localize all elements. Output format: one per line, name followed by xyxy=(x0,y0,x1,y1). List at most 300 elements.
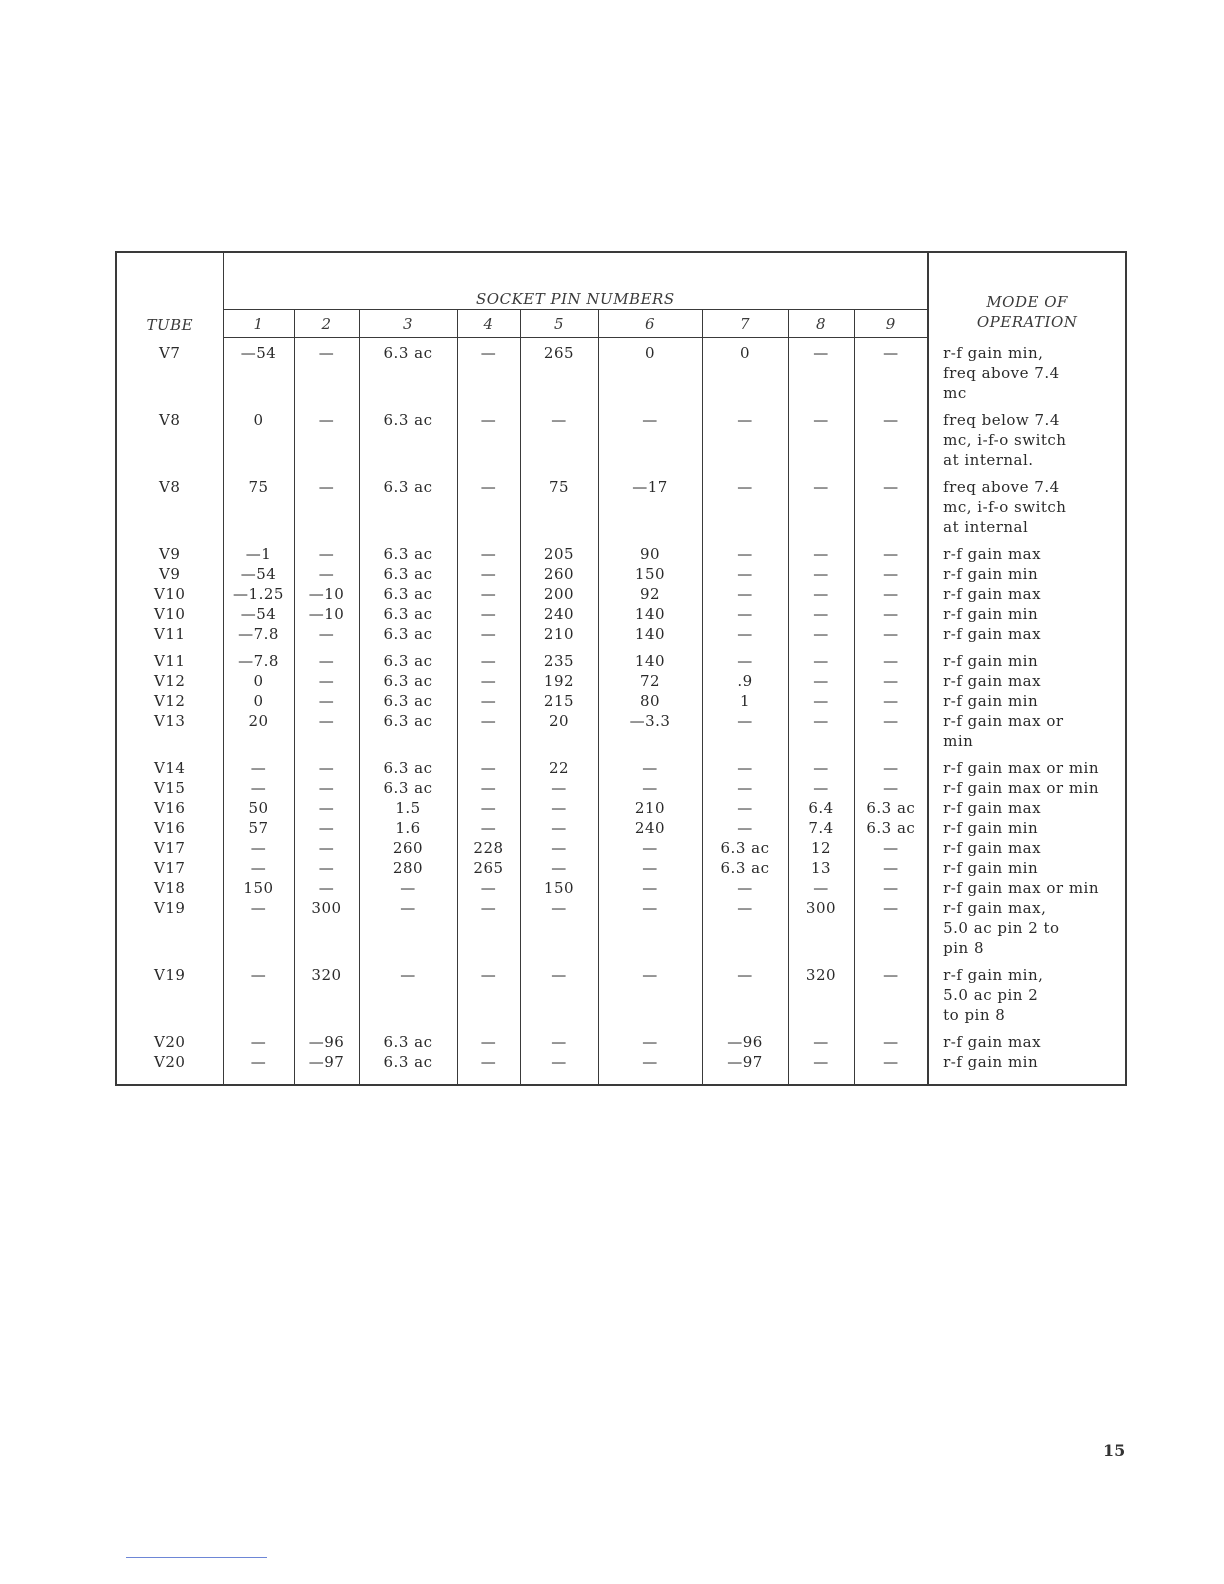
pin-9-cell: — xyxy=(854,477,928,537)
pin-7-cell: .9 xyxy=(702,671,788,691)
pin-1-cell: 50 xyxy=(223,798,294,818)
table-row xyxy=(116,965,1126,1025)
pin-6-cell: — xyxy=(598,778,702,798)
spacer-cell xyxy=(928,470,1126,477)
table-row xyxy=(116,477,1126,537)
pin-4-cell: — xyxy=(457,338,520,403)
pin-9-cell: — xyxy=(854,858,928,878)
mode-cell xyxy=(928,604,1126,624)
spacer-cell xyxy=(788,958,854,965)
pin-8-cell: — xyxy=(788,338,854,403)
pin-6-cell: — xyxy=(598,410,702,470)
mode-cell xyxy=(928,651,1126,671)
pin-1-cell: 0 xyxy=(223,671,294,691)
pin-7-cell: — xyxy=(702,798,788,818)
mode-line: r-f gain min xyxy=(943,858,1039,877)
spacer-cell xyxy=(223,644,294,651)
spacer-cell xyxy=(359,644,457,651)
mode-line: pin 8 xyxy=(943,938,984,957)
spacer-cell xyxy=(854,751,928,758)
pin-2-cell: — xyxy=(294,798,359,818)
footer-rule xyxy=(126,1557,267,1558)
spacer-cell xyxy=(457,958,520,965)
mode-cell xyxy=(928,818,1126,838)
spacer-cell xyxy=(457,403,520,410)
pin-4-cell: — xyxy=(457,1052,520,1085)
table-body xyxy=(116,338,1126,1085)
pin-7-cell: — xyxy=(702,898,788,958)
pin-header-4: 4 xyxy=(457,310,520,338)
pin-8-cell: — xyxy=(788,878,854,898)
pin-9-cell: — xyxy=(854,584,928,604)
mode-line: mc, i-f-o switch xyxy=(943,430,1067,449)
mode-line: mc xyxy=(943,383,967,402)
mode-cell xyxy=(928,624,1126,644)
tube-cell: V16 xyxy=(116,798,223,818)
tube-cell: V20 xyxy=(116,1032,223,1052)
pin-6-cell: — xyxy=(598,878,702,898)
mode-line: r-f gain max xyxy=(943,1032,1042,1051)
pin-5-cell: — xyxy=(520,818,598,838)
pin-2-cell: — xyxy=(294,338,359,403)
pin-8-cell: — xyxy=(788,410,854,470)
mode-line: r-f gain max xyxy=(943,624,1042,643)
pin-6-cell: 80 xyxy=(598,691,702,711)
socket-voltage-table xyxy=(115,251,1127,1086)
tube-cell: V18 xyxy=(116,878,223,898)
spacer-cell xyxy=(520,751,598,758)
mode-line: mc, i-f-o switch xyxy=(943,497,1067,516)
pin-2-cell: 320 xyxy=(294,965,359,1025)
pin-8-cell: — xyxy=(788,624,854,644)
table-row xyxy=(116,838,1126,858)
pin-4-cell: — xyxy=(457,604,520,624)
mode-line: 5.0 ac pin 2 to xyxy=(943,918,1060,937)
pin-7-cell: — xyxy=(702,651,788,671)
mode-cell xyxy=(928,711,1126,751)
spacer-cell xyxy=(788,644,854,651)
pin-8-cell: — xyxy=(788,711,854,751)
pin-5-cell: 260 xyxy=(520,564,598,584)
pin-2-cell: — xyxy=(294,544,359,564)
tube-cell: V19 xyxy=(116,898,223,958)
mode-line: r-f gain min xyxy=(943,818,1039,837)
pin-5-cell: 75 xyxy=(520,477,598,537)
mode-line: freq above 7.4 xyxy=(943,363,1060,382)
table-row xyxy=(116,624,1126,644)
pin-1-cell: —54 xyxy=(223,338,294,403)
mode-cell xyxy=(928,965,1126,1025)
spacer-cell xyxy=(854,403,928,410)
mode-cell xyxy=(928,758,1126,778)
spacer-cell xyxy=(788,470,854,477)
tube-cell: V11 xyxy=(116,624,223,644)
pin-7-cell: — xyxy=(702,410,788,470)
pin-6-cell: — xyxy=(598,838,702,858)
pin-7-cell: — xyxy=(702,544,788,564)
pin-6-cell: — xyxy=(598,965,702,1025)
pin-1-cell: — xyxy=(223,898,294,958)
mode-line: r-f gain min xyxy=(943,651,1039,670)
mode-cell xyxy=(928,564,1126,584)
spacer-cell xyxy=(116,958,223,965)
pin-3-cell: 6.3 ac xyxy=(359,604,457,624)
pin-4-cell: — xyxy=(457,651,520,671)
pin-5-cell: 22 xyxy=(520,758,598,778)
pin-4-cell: — xyxy=(457,758,520,778)
mode-line: r-f gain min, xyxy=(943,965,1044,984)
pin-1-cell: —54 xyxy=(223,604,294,624)
mode-line: r-f gain min xyxy=(943,691,1039,710)
pin-3-cell: 6.3 ac xyxy=(359,671,457,691)
spacer-cell xyxy=(928,751,1126,758)
pin-header-7: 7 xyxy=(702,310,788,338)
pin-6-cell: — xyxy=(598,758,702,778)
pin-5-cell: 265 xyxy=(520,338,598,403)
pin-7-cell: — xyxy=(702,778,788,798)
pin-8-cell: 12 xyxy=(788,838,854,858)
mode-line: 5.0 ac pin 2 xyxy=(943,985,1039,1004)
table-row xyxy=(116,671,1126,691)
pin-2-cell: — xyxy=(294,838,359,858)
mode-cell xyxy=(928,691,1126,711)
pin-3-cell: — xyxy=(359,878,457,898)
mode-cell xyxy=(928,544,1126,564)
pin-1-cell: — xyxy=(223,778,294,798)
pin-1-cell: —7.8 xyxy=(223,651,294,671)
spacer-cell xyxy=(359,470,457,477)
tube-cell: V10 xyxy=(116,584,223,604)
pin-5-cell: — xyxy=(520,838,598,858)
pin-7-cell: 6.3 ac xyxy=(702,838,788,858)
mode-line: r-f gain max xyxy=(943,798,1042,817)
mode-cell xyxy=(928,838,1126,858)
pin-8-cell: 13 xyxy=(788,858,854,878)
table-row xyxy=(116,758,1126,778)
spacer-cell xyxy=(854,537,928,544)
mode-line: at internal. xyxy=(943,450,1034,469)
pin-2-cell: — xyxy=(294,878,359,898)
pin-4-cell: — xyxy=(457,671,520,691)
pin-1-cell: —1.25 xyxy=(223,584,294,604)
tube-cell: V7 xyxy=(116,338,223,403)
mode-line: min xyxy=(943,731,974,750)
pin-2-cell: —97 xyxy=(294,1052,359,1085)
spacer-cell xyxy=(294,958,359,965)
mode-cell xyxy=(928,898,1126,958)
pin-8-cell: 320 xyxy=(788,965,854,1025)
spacer-cell xyxy=(928,1025,1126,1032)
spacer-cell xyxy=(294,537,359,544)
tube-cell: V11 xyxy=(116,651,223,671)
spacer-cell xyxy=(223,403,294,410)
pin-9-cell: — xyxy=(854,671,928,691)
pin-9-cell: — xyxy=(854,711,928,751)
spacer-cell xyxy=(116,644,223,651)
pin-2-cell: 300 xyxy=(294,898,359,958)
pin-1-cell: — xyxy=(223,838,294,858)
spacer-cell xyxy=(223,1025,294,1032)
pin-2-cell: — xyxy=(294,691,359,711)
pin-1-cell: —54 xyxy=(223,564,294,584)
table-row xyxy=(116,564,1126,584)
pin-7-cell: — xyxy=(702,818,788,838)
pin-6-cell: 72 xyxy=(598,671,702,691)
pin-4-cell: — xyxy=(457,818,520,838)
pin-4-cell: — xyxy=(457,1032,520,1052)
voltage-table-container xyxy=(115,251,1125,1086)
pin-9-cell: — xyxy=(854,838,928,858)
table-header xyxy=(116,252,1126,338)
spacer-cell xyxy=(116,751,223,758)
tube-cell: V14 xyxy=(116,758,223,778)
pin-9-cell: — xyxy=(854,878,928,898)
spacer-cell xyxy=(598,1025,702,1032)
pin-4-cell: — xyxy=(457,544,520,564)
pin-2-cell: — xyxy=(294,564,359,584)
pin-2-cell: — xyxy=(294,778,359,798)
spacer-cell xyxy=(520,403,598,410)
spacer-cell xyxy=(702,537,788,544)
row-spacer xyxy=(116,958,1126,965)
pin-9-cell: — xyxy=(854,1032,928,1052)
pin-3-cell: 6.3 ac xyxy=(359,564,457,584)
spacer-cell xyxy=(598,403,702,410)
spacer-cell xyxy=(359,403,457,410)
pin-2-cell: — xyxy=(294,624,359,644)
mode-cell xyxy=(928,1052,1126,1085)
pin-3-cell: 6.3 ac xyxy=(359,410,457,470)
pin-7-cell: 1 xyxy=(702,691,788,711)
mode-line: r-f gain max, xyxy=(943,898,1047,917)
mode-cell xyxy=(928,671,1126,691)
mode-line: r-f gain max or xyxy=(943,711,1064,730)
spacer-cell xyxy=(788,403,854,410)
tube-cell: V17 xyxy=(116,838,223,858)
mode-header-line2: OPERATION xyxy=(976,312,1078,331)
mode-line: r-f gain max xyxy=(943,584,1042,603)
row-spacer xyxy=(116,751,1126,758)
pin-6-cell: 150 xyxy=(598,564,702,584)
spacer-cell xyxy=(788,537,854,544)
pin-9-cell: — xyxy=(854,898,928,958)
page-number: 15 xyxy=(1103,1441,1126,1460)
pin-8-cell: — xyxy=(788,584,854,604)
pin-9-cell: — xyxy=(854,624,928,644)
mode-line: r-f gain min xyxy=(943,604,1039,623)
mode-header-line1: MODE OF xyxy=(986,292,1068,311)
pin-3-cell: 6.3 ac xyxy=(359,1052,457,1085)
pin-9-cell: 6.3 ac xyxy=(854,818,928,838)
pin-8-cell: — xyxy=(788,758,854,778)
pin-8-cell: — xyxy=(788,477,854,537)
table-row xyxy=(116,584,1126,604)
pin-header-2: 2 xyxy=(294,310,359,338)
mode-cell xyxy=(928,778,1126,798)
spacer-cell xyxy=(457,1025,520,1032)
tube-cell: V8 xyxy=(116,410,223,470)
spacer-cell xyxy=(223,958,294,965)
pin-9-cell: — xyxy=(854,1052,928,1085)
pin-1-cell: — xyxy=(223,858,294,878)
pin-3-cell: 260 xyxy=(359,838,457,858)
spacer-cell xyxy=(457,751,520,758)
tube-cell: V9 xyxy=(116,544,223,564)
pin-6-cell: — xyxy=(598,1032,702,1052)
tube-cell: V10 xyxy=(116,604,223,624)
spacer-cell xyxy=(702,958,788,965)
pin-8-cell: — xyxy=(788,1032,854,1052)
pin-5-cell: 150 xyxy=(520,878,598,898)
pin-1-cell: — xyxy=(223,965,294,1025)
pin-9-cell: — xyxy=(854,651,928,671)
mode-cell xyxy=(928,878,1126,898)
pin-1-cell: 20 xyxy=(223,711,294,751)
table-row xyxy=(116,711,1126,751)
mode-line: to pin 8 xyxy=(943,1005,1006,1024)
row-spacer xyxy=(116,403,1126,410)
pin-4-cell: — xyxy=(457,965,520,1025)
pin-header-9: 9 xyxy=(854,310,928,338)
pin-3-cell: 6.3 ac xyxy=(359,624,457,644)
tube-cell: V16 xyxy=(116,818,223,838)
pin-5-cell: 215 xyxy=(520,691,598,711)
pin-3-cell: 1.5 xyxy=(359,798,457,818)
pin-6-cell: 240 xyxy=(598,818,702,838)
spacer-cell xyxy=(854,644,928,651)
pin-3-cell: 6.3 ac xyxy=(359,758,457,778)
tube-column-header: TUBE xyxy=(116,252,223,338)
pin-2-cell: — xyxy=(294,858,359,878)
pin-9-cell: — xyxy=(854,564,928,584)
pin-5-cell: 192 xyxy=(520,671,598,691)
pin-4-cell: — xyxy=(457,878,520,898)
spacer-cell xyxy=(457,537,520,544)
pin-5-cell: — xyxy=(520,410,598,470)
pin-8-cell: 6.4 xyxy=(788,798,854,818)
mode-cell xyxy=(928,858,1126,878)
pin-8-cell: — xyxy=(788,671,854,691)
spacer-cell xyxy=(116,537,223,544)
mode-cell xyxy=(928,410,1126,470)
pin-7-cell: —96 xyxy=(702,1032,788,1052)
pin-3-cell: 6.3 ac xyxy=(359,778,457,798)
mode-of-operation-header xyxy=(928,252,1126,338)
pin-5-cell: 235 xyxy=(520,651,598,671)
mode-line: r-f gain min xyxy=(943,1052,1039,1071)
spacer-cell xyxy=(223,537,294,544)
pin-2-cell: — xyxy=(294,477,359,537)
pin-1-cell: —1 xyxy=(223,544,294,564)
pin-3-cell: 6.3 ac xyxy=(359,544,457,564)
pin-3-cell: 1.6 xyxy=(359,818,457,838)
pin-1-cell: —7.8 xyxy=(223,624,294,644)
tube-cell: V20 xyxy=(116,1052,223,1085)
spacer-cell xyxy=(702,470,788,477)
spacer-cell xyxy=(294,751,359,758)
pin-9-cell: — xyxy=(854,544,928,564)
pin-7-cell: — xyxy=(702,965,788,1025)
pin-6-cell: — xyxy=(598,1052,702,1085)
tube-cell: V19 xyxy=(116,965,223,1025)
mode-line: r-f gain max xyxy=(943,544,1042,563)
pin-9-cell: — xyxy=(854,604,928,624)
spacer-cell xyxy=(294,403,359,410)
pin-6-cell: 210 xyxy=(598,798,702,818)
pin-3-cell: 6.3 ac xyxy=(359,651,457,671)
spacer-cell xyxy=(294,470,359,477)
spacer-cell xyxy=(598,644,702,651)
pin-6-cell: 140 xyxy=(598,651,702,671)
row-spacer xyxy=(116,1025,1126,1032)
pin-5-cell: — xyxy=(520,965,598,1025)
pin-5-cell: 200 xyxy=(520,584,598,604)
mode-line: r-f gain max or min xyxy=(943,758,1099,777)
socket-pin-numbers-header: SOCKET PIN NUMBERS xyxy=(223,252,928,310)
pin-9-cell: 6.3 ac xyxy=(854,798,928,818)
pin-3-cell: — xyxy=(359,965,457,1025)
pin-5-cell: — xyxy=(520,778,598,798)
table-row xyxy=(116,878,1126,898)
pin-8-cell: — xyxy=(788,604,854,624)
spacer-cell xyxy=(928,958,1126,965)
pin-3-cell: 6.3 ac xyxy=(359,691,457,711)
spacer-cell xyxy=(598,751,702,758)
mode-cell xyxy=(928,1032,1126,1052)
table-row xyxy=(116,651,1126,671)
pin-8-cell: 300 xyxy=(788,898,854,958)
pin-4-cell: — xyxy=(457,711,520,751)
pin-9-cell: — xyxy=(854,778,928,798)
pin-5-cell: 20 xyxy=(520,711,598,751)
pin-7-cell: — xyxy=(702,758,788,778)
mode-line: r-f gain max or min xyxy=(943,778,1099,797)
pin-8-cell: — xyxy=(788,544,854,564)
spacer-cell xyxy=(702,403,788,410)
pin-3-cell: 6.3 ac xyxy=(359,711,457,751)
pin-7-cell: — xyxy=(702,604,788,624)
mode-line: at internal xyxy=(943,517,1029,536)
spacer-cell xyxy=(702,1025,788,1032)
spacer-cell xyxy=(854,1025,928,1032)
tube-cell: V9 xyxy=(116,564,223,584)
pin-7-cell: — xyxy=(702,711,788,751)
spacer-cell xyxy=(116,470,223,477)
pin-9-cell: — xyxy=(854,965,928,1025)
spacer-cell xyxy=(854,470,928,477)
pin-5-cell: — xyxy=(520,798,598,818)
pin-2-cell: —10 xyxy=(294,584,359,604)
pin-5-cell: — xyxy=(520,1032,598,1052)
mode-cell xyxy=(928,338,1126,403)
pin-6-cell: — xyxy=(598,858,702,878)
pin-2-cell: — xyxy=(294,410,359,470)
pin-6-cell: 90 xyxy=(598,544,702,564)
mode-line: r-f gain max xyxy=(943,838,1042,857)
pin-6-cell: 92 xyxy=(598,584,702,604)
pin-4-cell: — xyxy=(457,564,520,584)
pin-2-cell: — xyxy=(294,818,359,838)
pin-6-cell: — xyxy=(598,898,702,958)
pin-6-cell: 0 xyxy=(598,338,702,403)
table-row xyxy=(116,778,1126,798)
tube-cell: V15 xyxy=(116,778,223,798)
mode-cell xyxy=(928,584,1126,604)
pin-header-5: 5 xyxy=(520,310,598,338)
spacer-cell xyxy=(294,644,359,651)
spacer-cell xyxy=(788,751,854,758)
spacer-cell xyxy=(223,751,294,758)
